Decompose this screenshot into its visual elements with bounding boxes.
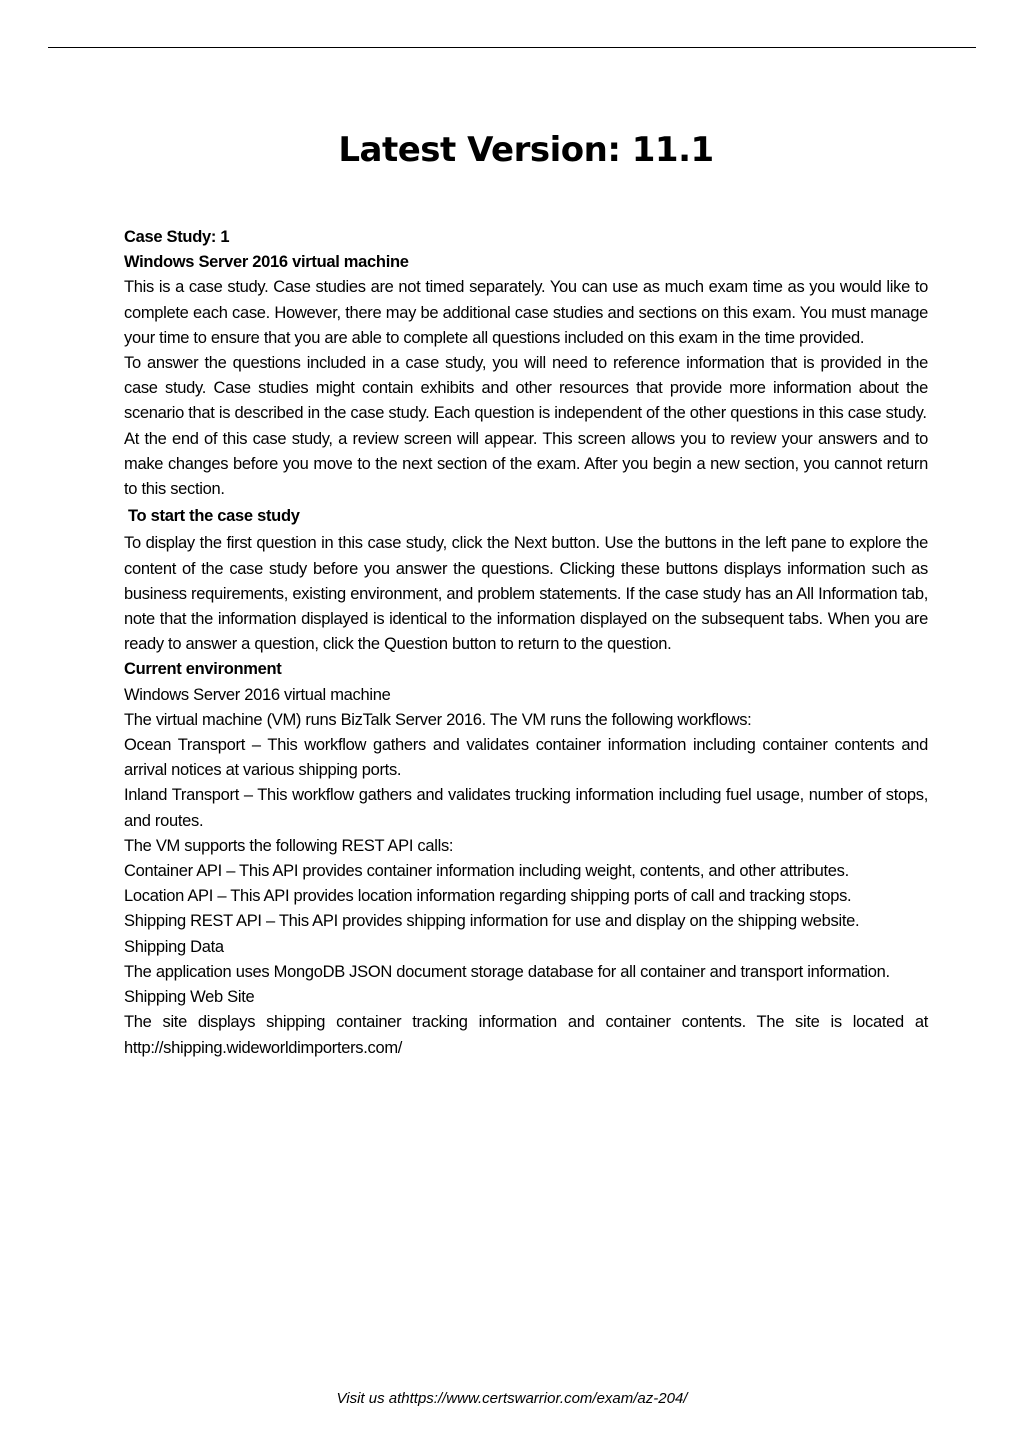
intro-paragraph: At the end of this case study, a review screen will appear. This screen allows you to review your answers and to make changes before you move to the next section of the exam. After you begin a new section, you cannot return to this section.	[124, 429, 928, 499]
environment-paragraph: Shipping REST API – This API provides shipping information for use and display on the shipping website.	[124, 912, 860, 931]
environment-paragraph: Windows Server 2016 virtual machine	[124, 685, 391, 704]
intro-paragraph: To answer the questions included in a case study, you will need to reference information that is provided in the case study. Case studies might contain exhibits and other resources that provide more information about the scenario that is described in the case study. Each question is independent of the other questions in this case study.	[124, 354, 928, 423]
environment-paragraph: Shipping Web Site	[124, 988, 255, 1007]
environment-heading: Current environment	[124, 660, 282, 679]
environment-paragraph: The VM supports the following REST API calls:	[124, 836, 454, 855]
environment-paragraph: Container API – This API provides container information including weight, contents, and other attributes.	[124, 862, 849, 881]
case-study-label: Case Study: 1	[124, 228, 230, 246]
environment-paragraph: Ocean Transport – This workflow gathers and validates container information including container contents and arrival notices at various shipping ports.	[124, 736, 928, 780]
case-study-body	[124, 225, 928, 1061]
environment-paragraph: The virtual machine (VM) runs BizTalk Server 2016. The VM runs the following workflows:	[124, 710, 752, 729]
footer-link-text: Visit us athttps://www.certswarrior.com/exam/az-204/	[336, 1390, 688, 1407]
environment-paragraph: The application uses MongoDB JSON document storage database for all container and transport information.	[124, 962, 890, 981]
start-paragraph: To display the first question in this case study, click the Next button. Use the buttons in the left pane to explore the content of the case study before you answer the questions. Clicking these buttons displays information such as business requirements, existing environment, and problem statements. If the case study has an All Information tab, note that the information displayed is identical to the information displayed on the subsequent tabs. When you are ready to answer a question, click the Question button to return to the question.	[124, 534, 928, 654]
start-heading: To start the case study	[128, 507, 300, 526]
environment-paragraph: The site displays shipping container tracking information and container contents. The site is located at http://shipping.wideworldimporters.com/	[124, 1013, 928, 1057]
page-title: Latest Version: 11.1	[338, 130, 714, 170]
environment-paragraph: Location API – This API provides location information regarding shipping ports of call and tracking stops.	[124, 887, 852, 906]
intro-paragraph: This is a case study. Case studies are not timed separately. You can use as much exam time as you would like to complete each case. However, there may be additional case studies and sections on this exam. You must manage your time to ensure that you are able to complete all questions included on this exam in the time provided.	[124, 278, 928, 347]
case-study-subtitle: Windows Server 2016 virtual machine	[124, 253, 409, 272]
header-rule	[48, 47, 976, 48]
environment-paragraph: Inland Transport – This workflow gathers and validates trucking information including fuel usage, number of stops, and routes.	[124, 786, 928, 830]
environment-paragraph: Shipping Data	[124, 937, 224, 956]
